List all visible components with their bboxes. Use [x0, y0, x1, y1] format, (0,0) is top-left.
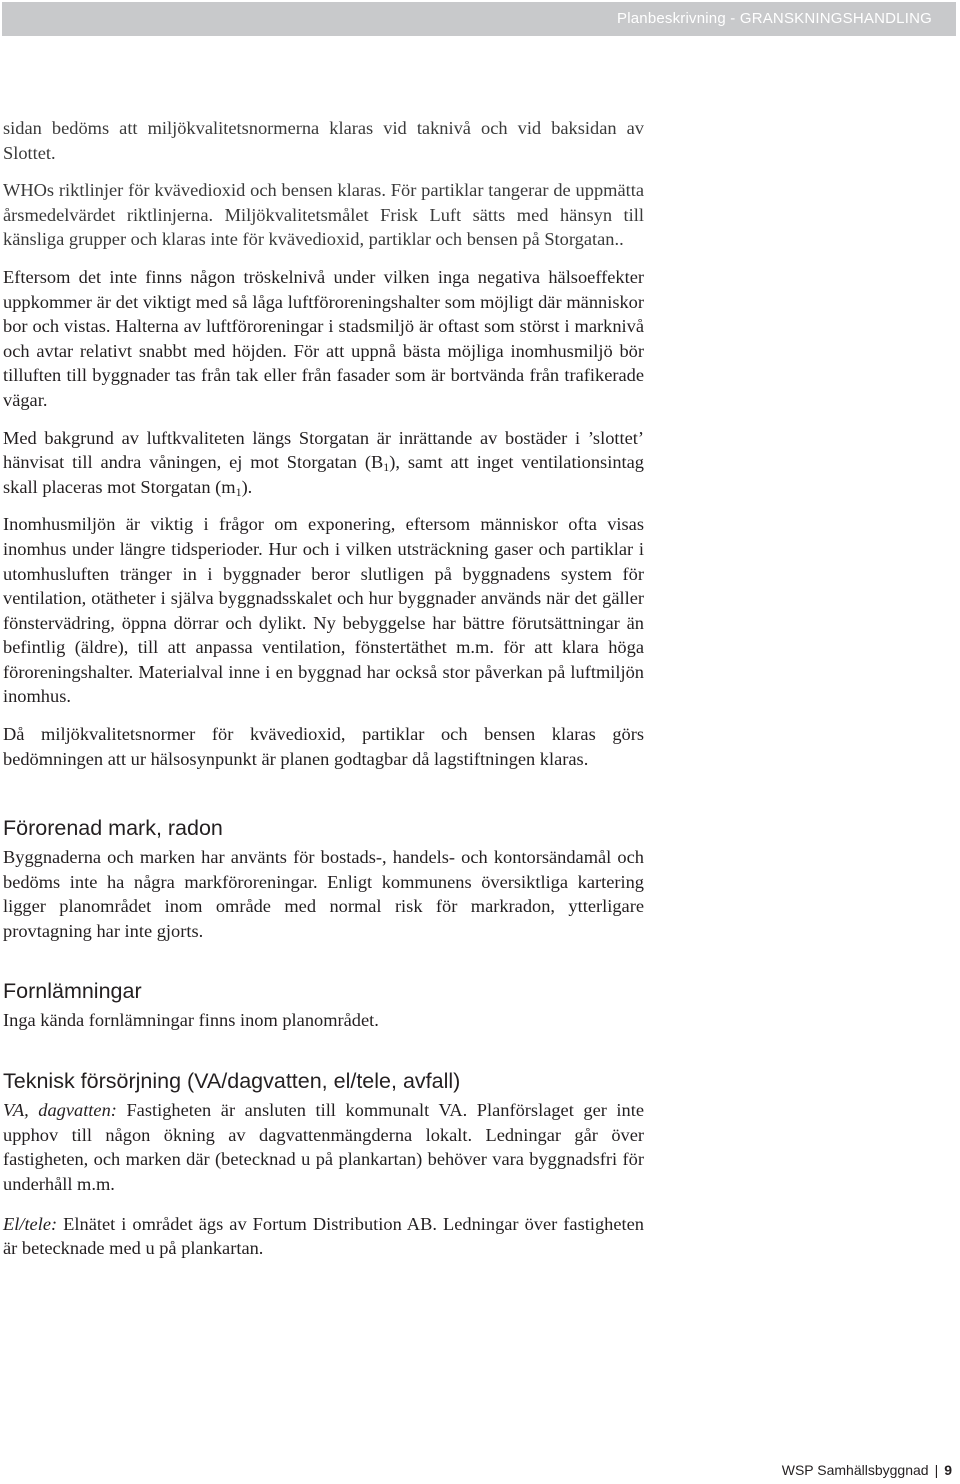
paragraph-housing-text-b: ), samt att inget ventilationsintag skall placeras mot Storgatan (m: [3, 452, 644, 497]
heading-polluted-soil: Förorenad mark, radon: [3, 816, 223, 841]
subscript-b1: 1: [383, 460, 390, 475]
text-water-stormwater: Fastigheten är ansluten till kommunalt VA. Planförslaget ger inte upphov till någon ökning av dagvattenmängderna lokalt. Ledningar går över fastigheten, och marken där (betecknad u på plankartan) behöver vara byggnadsfri för underhåll m.m.: [3, 1100, 644, 1194]
paragraph-ancient-remains: Inga kända fornlämningar finns inom planområdet.: [3, 1009, 379, 1030]
paragraph-housing-text-a: Med bakgrund av luftkvaliteten längs Storgatan är inrättande av bostäder i ’slottet’ hänvisat till andra våningen, ej mot Storgatan (B: [3, 427, 644, 473]
label-water-stormwater: VA, dagvatten:: [3, 1100, 117, 1121]
page-footer: [782, 1462, 952, 1478]
page-number: 9: [944, 1462, 952, 1478]
label-electricity-telecom: El/tele:: [3, 1213, 58, 1234]
header-bar: [2, 2, 956, 36]
footer-separator: |: [934, 1462, 939, 1478]
subscript-m1: 1: [235, 484, 242, 499]
heading-technical-supply: Teknisk försörjning (VA/dagvatten, el/tele, avfall): [3, 1069, 461, 1094]
paragraph-water-stormwater: [3, 1098, 644, 1196]
paragraph-assessment: Då miljökvalitetsnormer för kvävedioxid, partiklar och bensen klaras görs bedömningen att ur hälsosynpunkt är planen godtagbar då lagstiftningen klaras.: [3, 724, 644, 769]
text-electricity-telecom: Elnätet i området ägs av Fortum Distribution AB. Ledningar över fastigheten är betecknade med u på plankartan.: [3, 1213, 644, 1259]
paragraph-who-guidelines: WHOs riktlinjer för kvävedioxid och bensen klaras. För partiklar tangerar de uppmätta årsmedelvärdet riktlinjerna. Miljökvalitetsmålet Frisk Luft sätts med hänsyn till känsliga grupper och klaras inte för kvävedioxid, partiklar och bensen på Storgatan..: [3, 180, 644, 250]
paragraph-housing-restriction: [3, 426, 644, 500]
heading-ancient-remains: Fornlämningar: [3, 978, 142, 1003]
footer-company: WSP Samhällsbyggnad: [781, 1462, 929, 1478]
paragraph-polluted-soil: Byggnaderna och marken har använts för bostads-, handels- och kontorsändamål och bedöms inte ha några markföroreningar. Enligt kommunens översiktliga kartering ligger planområdet inom område med normal risk för markradon, ytterligare provtagning har inte gjorts.: [3, 847, 644, 942]
paragraph-electricity-telecom: [3, 1212, 644, 1261]
paragraph-air-quality-levels: sidan bedöms att miljökvalitetsnormerna klaras vid taknivå och vid baksidan av Slottet.: [3, 118, 644, 163]
paragraph-housing-text-c: ).: [241, 476, 253, 497]
paragraph-health-effects: Eftersom det inte finns någon tröskelnivå under vilken inga negativa hälsoeffekter uppkommer är det viktigt med så låga luftföroreningshalter som möjligt där människor bor och vistas. Halterna av luftföroreningar i stadsmiljö är oftast som störst i marknivå och avtar relativt snabbt med höjden. För att uppnå bästa möjliga inomhusmiljö bör tilluften till byggnader tas från tak eller från fasader som är bortvända från trafikerade vägar.: [3, 266, 644, 410]
document-title: Planbeskrivning - GRANSKNINGSHANDLING: [617, 10, 932, 27]
main-content: [3, 116, 644, 1274]
paragraph-indoor-environment: Inomhusmiljön är viktig i frågor om exponering, eftersom människor ofta visas inomhus under längre tidsperioder. Hur och i vilken utsträckning gaser och partiklar i utomhusluften tränger in i byggnader beror slutligen på byggnadens system för ventilation, otätheter i själva byggnadsskalet och hur byggnader används när det gäller fönstervädring, öppna dörrar och dylikt. Ny bebyggelse har bättre förutsättningar än befintlig (äldre), till att anpassa ventilation, fönstertäthet m.m. för att klara höga föroreningshalter. Materialval inne i en byggnad har också stor påverkan på luftmiljön inomhus.: [3, 514, 644, 707]
